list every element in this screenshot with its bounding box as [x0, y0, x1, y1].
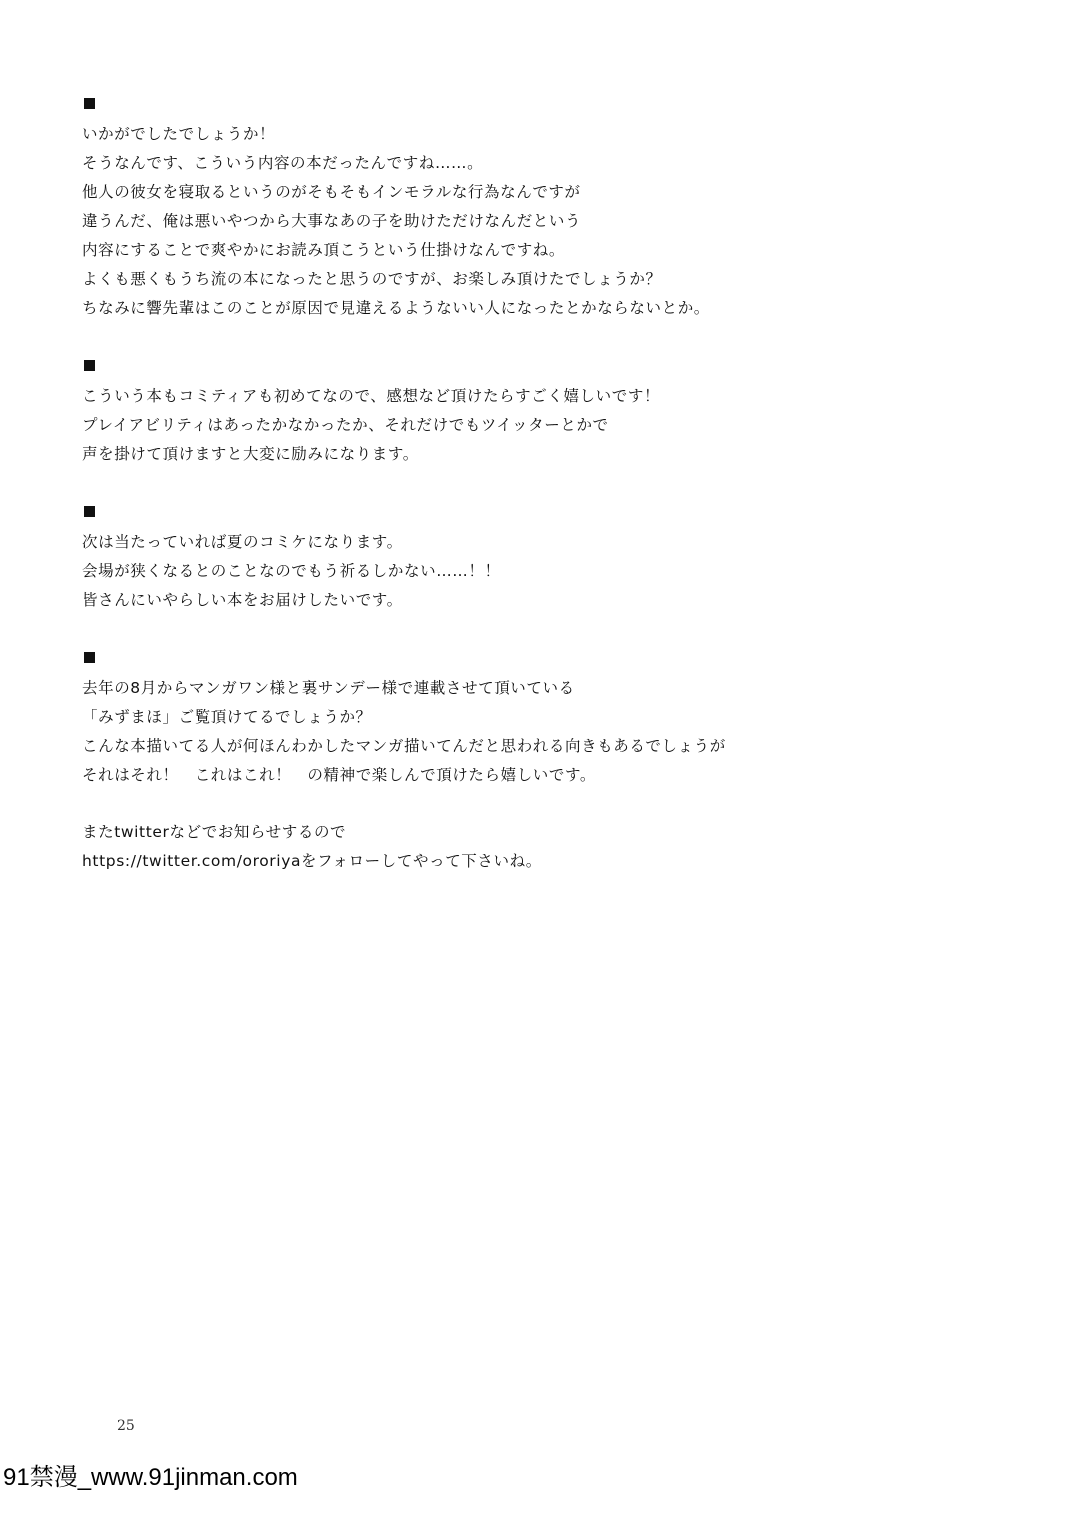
text-line: 他人の彼女を寝取るというのがそもそもインモラルな行為なんですが: [82, 183, 581, 201]
site-watermark: 91禁漫_www.91jinman.com: [0, 1462, 301, 1494]
page-number: 25: [117, 1418, 135, 1434]
text-line: またtwitterなどでお知らせするので: [82, 823, 347, 841]
text-line: 声を掛けて頂けますと大変に励みになります。: [82, 445, 419, 463]
twitter-link-line[interactable]: https://twitter.com/ororiyaをフォローしてやって下さいね。: [82, 852, 542, 870]
section-marker-icon: [84, 652, 95, 663]
text-line: プレイアビリティはあったかなかったか、それだけでもツイッターとかで: [82, 416, 609, 434]
text-line: こういう本もコミティアも初めてなので、感想など頂けたらすごく嬉しいです！: [82, 387, 661, 405]
afterword-section-1: [82, 98, 710, 323]
section-marker-icon: [84, 360, 95, 371]
text-line: それはそれ！ これはこれ！ の精神で楽しんで頂けたら嬉しいです。: [82, 766, 596, 784]
text-line: 内容にすることで爽やかにお読み頂こうという仕掛けなんですね。: [82, 241, 566, 259]
text-line: よくも悪くもうち流の本になったと思うのですが、お楽しみ頂けたでしょうか？: [82, 270, 662, 288]
text-line: そうなんです、こういう内容の本だったんですね……。: [82, 154, 484, 172]
afterword-section-2: [82, 360, 660, 469]
afterword-section-3: [82, 506, 501, 615]
text-line: ちなみに響先輩はこのことが原因で見違えるようないい人になったとかならないとか。: [82, 299, 710, 317]
text-line: いかがでしたでしょうか！: [82, 125, 276, 143]
text-line: 違うんだ、俺は悪いやつから大事なあの子を助けただけなんだという: [82, 212, 582, 230]
text-line: 「みずまほ」ご覧頂けてるでしょうか？: [82, 708, 372, 726]
section-marker-icon: [84, 506, 95, 517]
afterword-section-4: [82, 652, 726, 790]
text-line: こんな本描いてる人が何ほんわかしたマンガ描いてんだと思われる向きもあるでしょうが: [82, 737, 726, 755]
text-line: 会場が狭くなるとのことなのでもう祈るしかない……！！: [82, 562, 501, 580]
text-line: 次は当たっていれば夏のコミケになります。: [82, 533, 403, 551]
text-line: 去年の8月からマンガワン様と裏サンデー様で連載させて頂いている: [82, 679, 575, 697]
twitter-notice: [82, 818, 542, 876]
text-line: 皆さんにいやらしい本をお届けしたいです。: [82, 591, 403, 609]
section-marker-icon: [84, 98, 95, 109]
